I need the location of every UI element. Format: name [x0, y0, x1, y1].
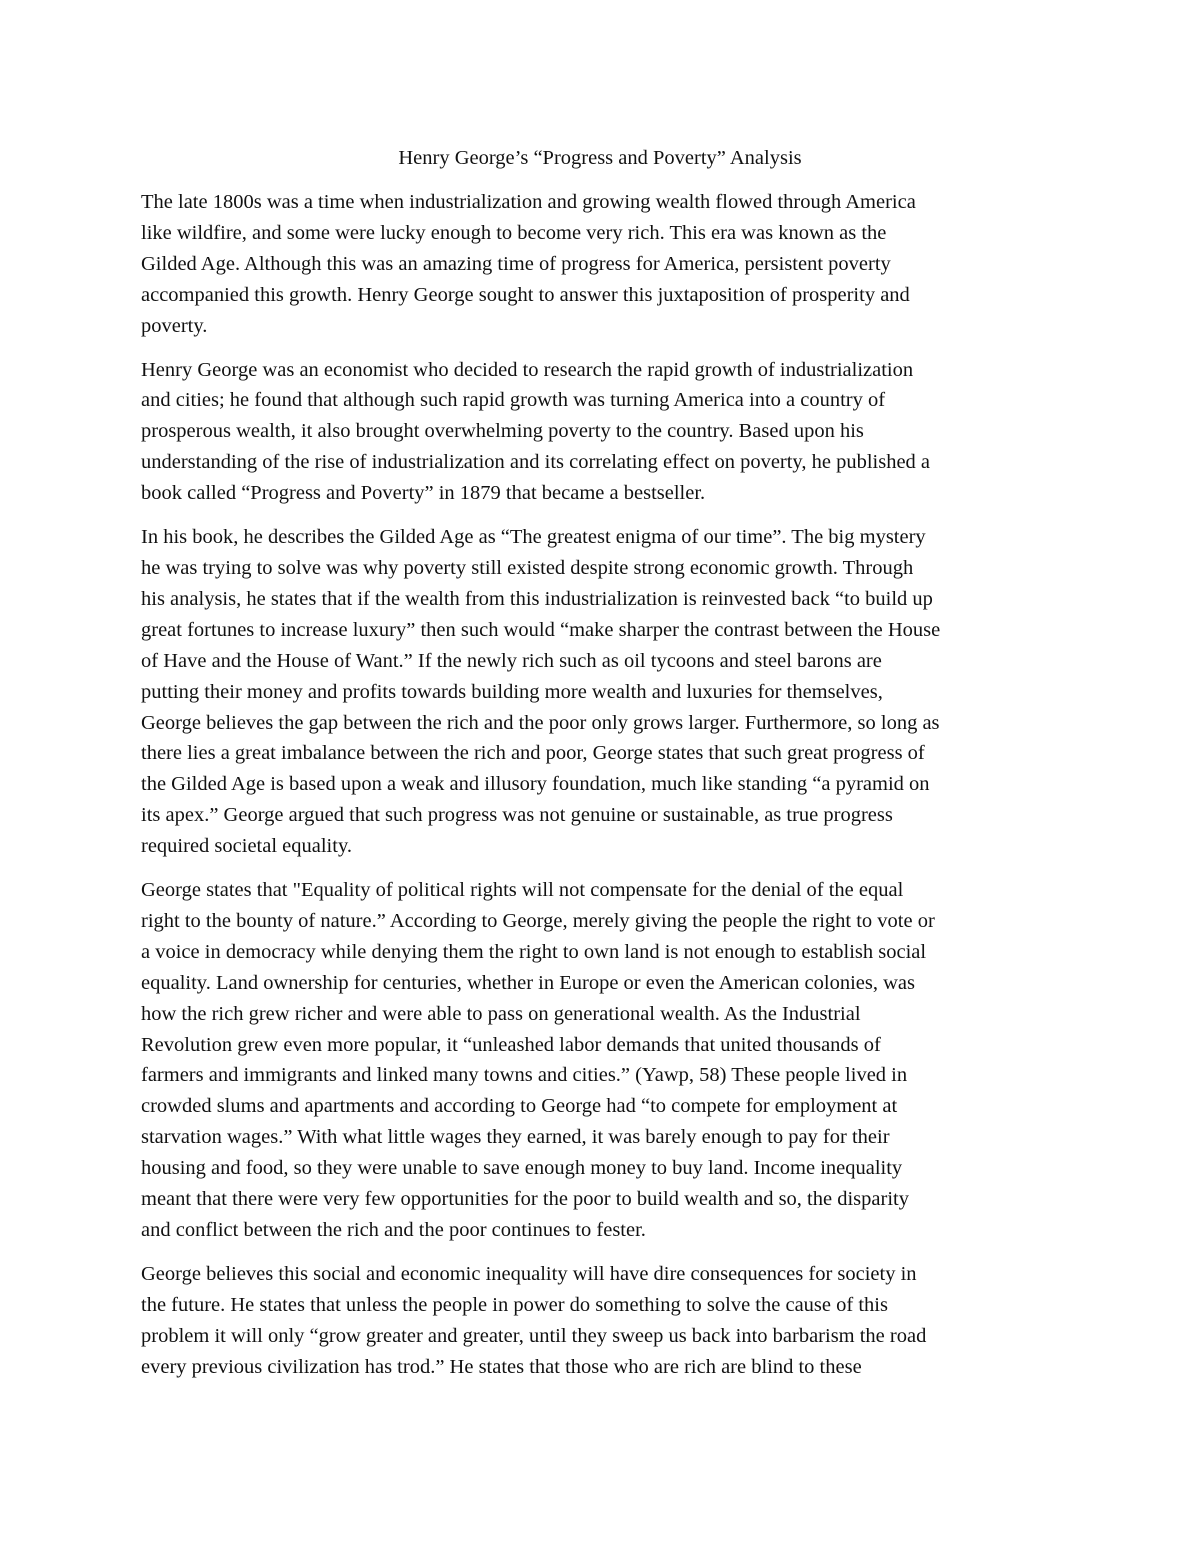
text-line: he was trying to solve was why poverty still existed despite strong economic growth. Through [141, 556, 914, 579]
text-line: its apex.” George argued that such progress was not genuine or sustainable, as true progress [141, 804, 893, 827]
paragraph [141, 187, 1066, 342]
text-line: George believes this social and economic inequality will have dire consequences for society in [141, 1262, 917, 1285]
text-line: Henry George was an economist who decided to research the rapid growth of industrialization [141, 358, 914, 381]
paragraph [141, 1259, 1066, 1383]
text-line: there lies a great imbalance between the rich and poor, George states that such great progress of [141, 742, 925, 765]
text-line: farmers and immigrants and linked many towns and cities.” (Yawp, 58) These people lived in [141, 1064, 908, 1087]
text-line: poverty. [141, 314, 208, 337]
text-line: of Have and the House of Want.” If the newly rich such as oil tycoons and steel barons are [141, 649, 882, 672]
text-line: putting their money and profits towards building more wealth and luxuries for themselves, [141, 680, 883, 703]
text-line: his analysis, he states that if the wealth from this industrialization is reinvested back “to build up [141, 587, 933, 610]
text-line: George believes the gap between the rich and the poor only grows larger. Furthermore, so long as [141, 711, 940, 734]
text-line: housing and food, so they were unable to save enough money to buy land. Income inequality [141, 1157, 903, 1180]
text-line: like wildfire, and some were lucky enough to become very rich. This era was known as the [141, 221, 887, 244]
text-line: Gilded Age. Although this was an amazing time of progress for America, persistent poverty [141, 252, 891, 275]
text-line: crowded slums and apartments and according to George had “to compete for employment at [141, 1095, 898, 1118]
text-line: The late 1800s was a time when industrialization and growing wealth flowed through America [141, 191, 916, 213]
text-line: starvation wages.” With what little wages they earned, it was barely enough to pay for their [141, 1126, 890, 1149]
text-line: and cities; he found that although such rapid growth was turning America into a country of [141, 389, 886, 412]
paragraph [141, 522, 1066, 862]
text-line: and conflict between the rich and the poor continues to fester. [141, 1219, 646, 1241]
text-line: great fortunes to increase luxury” then such would “make sharper the contrast between the House [141, 618, 941, 641]
text-line: how the rich grew richer and were able to pass on generational wealth. As the Industrial [141, 1002, 861, 1025]
text-line: In his book, he describes the Gilded Age as “The greatest enigma of our time”. The big mystery [141, 526, 926, 549]
text-line: right to the bounty of nature.” According to George, merely giving the people the right to vote or [141, 909, 935, 932]
text-line: accompanied this growth. Henry George sought to answer this juxtaposition of prosperity and [141, 283, 910, 306]
text-line: meant that there were very few opportunities for the poor to build wealth and so, the disparity [141, 1188, 909, 1211]
paragraph [141, 355, 1066, 510]
text-line: equality. Land ownership for centuries, whether in Europe or even the American colonies, was [141, 971, 915, 994]
text-line: George states that "Equality of political rights will not compensate for the denial of the equal [141, 879, 904, 902]
text-line: the Gilded Age is based upon a weak and illusory foundation, much like standing “a pyramid on [141, 773, 930, 796]
text-line: required societal equality. [141, 835, 352, 858]
text-line: understanding of the rise of industrialization and its correlating effect on poverty, he published a [141, 451, 931, 474]
text-line: a voice in democracy while denying them the right to own land is not enough to establish social [141, 940, 927, 963]
document-title: Henry George’s “Progress and Poverty” Analysis [398, 147, 802, 169]
text-line: the future. He states that unless the people in power do something to solve the cause of this [141, 1293, 888, 1316]
text-line: problem it will only “grow greater and greater, until they sweep us back into barbarism the road [141, 1324, 927, 1347]
text-line: every previous civilization has trod.” He states that those who are rich are blind to these [141, 1355, 862, 1378]
paragraph [141, 875, 1066, 1246]
text-line: prosperous wealth, it also brought overwhelming poverty to the country. Based upon his [141, 420, 864, 443]
document-body [141, 187, 1066, 1396]
text-line: book called “Progress and Poverty” in 1879 that became a bestseller. [141, 482, 706, 505]
text-line: Revolution grew even more popular, it “unleashed labor demands that united thousands of [141, 1033, 881, 1056]
